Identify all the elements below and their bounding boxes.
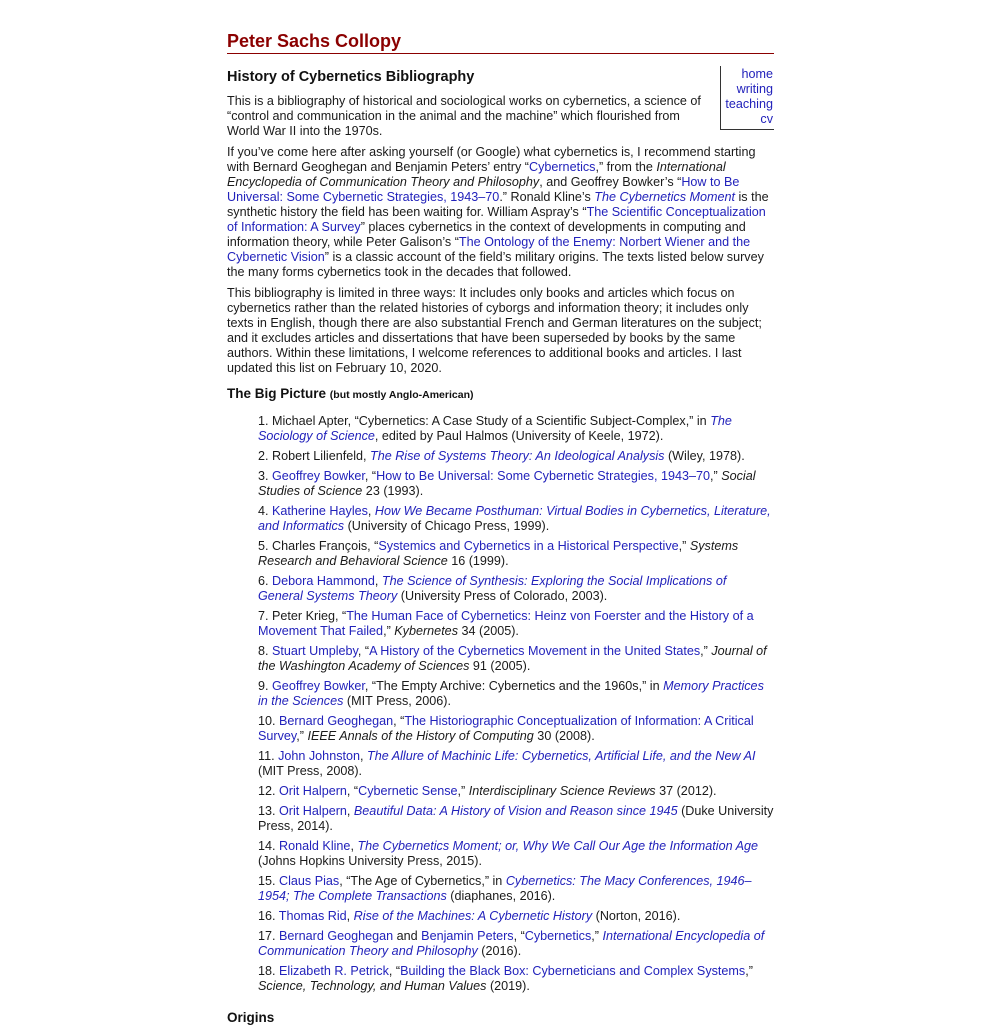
bibliography-link[interactable]: Building the Black Box: Cyberneticians and Complex Systems — [400, 964, 746, 978]
bibliography-entry — [258, 539, 774, 569]
citation-text: 2. Robert Lilienfeld, — [258, 449, 371, 463]
bibliography-link[interactable]: The Rise of Systems Theory: An Ideological Analysis — [370, 449, 665, 463]
publication-title: Science, Technology, and Human Values — [258, 979, 487, 993]
bibliography-entry — [258, 469, 774, 499]
link-ontology-of-the-enemy[interactable]: The Ontology of the Enemy: Norbert Wiener and the Cybernetic Vision — [227, 235, 751, 264]
citation-text: (2019). — [486, 979, 530, 993]
citation-text: ,” — [383, 624, 395, 638]
nav-writing-link[interactable]: writing — [736, 82, 773, 96]
bibliography-link[interactable]: Claus Pias — [279, 874, 340, 888]
link-cybernetics-moment[interactable]: The Cybernetics Moment — [594, 190, 735, 204]
section-heading-origins: Origins — [227, 1010, 275, 1025]
citation-text: 30 (2008). — [533, 729, 595, 743]
citation-text: , “ — [393, 714, 405, 728]
citation-text: ,” — [591, 929, 603, 943]
citation-text: (MIT Press, 2006). — [343, 694, 451, 708]
citation-text: ,” — [700, 644, 712, 658]
bibliography-link[interactable]: Thomas Rid — [278, 909, 347, 923]
citation-text: ,” — [296, 729, 308, 743]
publication-title: Kybernetes — [394, 624, 458, 638]
bibliography-entry — [258, 609, 774, 639]
bibliography-entry — [258, 909, 774, 924]
publication-title: Social Studies of Science — [258, 469, 756, 498]
citation-text: ,” — [678, 539, 690, 553]
link-how-to-be-universal[interactable]: How to Be Universal: Some Cybernetic Strategies, 1943–70 — [227, 175, 740, 204]
bibliography-link[interactable]: A History of the Cybernetics Movement in the United States — [369, 644, 701, 658]
bibliography-link[interactable]: Memory Practices in the Sciences — [258, 679, 764, 708]
citation-text: , — [367, 504, 375, 518]
citation-text: and — [393, 929, 422, 943]
bibliography-link[interactable]: Geoffrey Bowker — [272, 469, 365, 483]
nav-teaching-link[interactable]: teaching — [725, 97, 773, 111]
citation-text: 6. — [258, 574, 273, 588]
citation-text: 8. — [258, 644, 273, 658]
bibliography-link[interactable]: Bernard Geoghegan — [279, 929, 394, 943]
citation-text: 12. — [258, 784, 280, 798]
bibliography-entry — [258, 929, 774, 959]
bibliography-link[interactable]: Rise of the Machines: A Cybernetic History — [353, 909, 593, 923]
citation-text: , — [346, 909, 354, 923]
bibliography-list — [227, 414, 774, 994]
nav-cv-link[interactable]: cv — [760, 112, 773, 126]
bibliography-link[interactable]: Cybernetics — [524, 929, 592, 943]
citation-text: ,” — [710, 469, 722, 483]
bibliography-entry — [258, 714, 774, 744]
publication-title: Journal of the Washington Academy of Sciences — [258, 644, 767, 673]
citation-text: , “ — [364, 469, 377, 483]
citation-text: 9. — [258, 679, 273, 693]
bibliography-link[interactable]: Elizabeth R. Petrick — [279, 964, 389, 978]
bibliography-link[interactable]: The Allure of Machinic Life: Cybernetics, Artificial Life, and the New AI — [367, 749, 756, 763]
bibliography-link[interactable]: How to Be Universal: Some Cybernetic Strategies, 1943–70 — [376, 469, 711, 483]
citation-text: (2016). — [477, 944, 522, 958]
bibliography-link[interactable]: The Sociology of Science — [258, 414, 732, 443]
bibliography-entry — [258, 504, 774, 534]
page — [227, 31, 774, 1036]
bibliography-entry — [258, 784, 774, 799]
citation-text: ,” — [745, 964, 753, 978]
bibliography-entry — [258, 644, 774, 674]
citation-text: 15. — [258, 874, 280, 888]
citation-text: (MIT Press, 2008). — [258, 764, 363, 778]
citation-text: (Duke University Press, 2014). — [258, 804, 774, 833]
bibliography-link[interactable]: Beautiful Data: A History of Vision and Reason since 1945 — [353, 804, 678, 818]
citation-text: , “ — [346, 784, 359, 798]
citation-text: , “The Age of Cybernetics,” in — [339, 874, 506, 888]
bibliography-link[interactable]: Systemics and Cybernetics in a Historical Perspective — [378, 539, 679, 553]
bibliography-link[interactable]: The Cybernetics Moment; or, Why We Call Our Age the Information Age — [357, 839, 759, 853]
bibliography-entry — [258, 679, 774, 709]
bibliography-link[interactable]: International Encyclopedia of Communication Theory and Philosophy — [258, 929, 765, 958]
link-cybernetics-entry[interactable]: Cybernetics — [528, 160, 596, 174]
citation-text: 34 (2005). — [458, 624, 519, 638]
page-title: History of Cybernetics Bibliography — [227, 69, 475, 85]
link-scientific-conceptualization[interactable]: The Scientific Conceptualization of Information: A Survey — [227, 205, 766, 234]
bibliography-link[interactable]: John Johnston — [278, 749, 360, 763]
citation-text: 16 (1999). — [447, 554, 509, 568]
citation-text: , “The Empty Archive: Cybernetics and the 1960s,” in — [364, 679, 664, 693]
bibliography-entry — [258, 449, 774, 464]
bibliography-link[interactable]: Ronald Kline — [279, 839, 351, 853]
site-title[interactable]: Peter Sachs Collopy — [227, 31, 774, 54]
citation-text: , — [346, 804, 354, 818]
bibliography-link[interactable]: The Historiographic Conceptualization of Information: A Critical Survey — [258, 714, 754, 743]
citation-text: , — [374, 574, 382, 588]
bibliography-entry — [258, 414, 774, 444]
bibliography-entry — [258, 574, 774, 604]
publication-title: IEEE Annals of the History of Computing — [307, 729, 534, 743]
bibliography-link[interactable]: Benjamin Peters — [421, 929, 514, 943]
citation-text: ,” — [457, 784, 469, 798]
citation-text: (Johns Hopkins University Press, 2015). — [258, 854, 482, 868]
bibliography-link[interactable]: Orit Halpern — [279, 804, 347, 818]
citation-text: (diaphanes, 2016). — [446, 889, 556, 903]
citation-text: 13. — [258, 804, 280, 818]
bibliography-link[interactable]: Bernard Geoghegan — [279, 714, 394, 728]
citation-text: 11. — [258, 749, 279, 763]
citation-text: 37 (2012). — [655, 784, 717, 798]
citation-text: , “ — [513, 929, 525, 943]
bibliography-link[interactable]: Geoffrey Bowker — [272, 679, 365, 693]
bibliography-link[interactable]: Orit Halpern — [279, 784, 347, 798]
bibliography-link[interactable]: Cybernetic Sense — [358, 784, 458, 798]
bibliography-entry — [258, 964, 774, 994]
bibliography-link[interactable]: Debora Hammond — [272, 574, 375, 588]
citation-text: , “ — [357, 644, 370, 658]
bibliography-link[interactable]: The Science of Synthesis: Exploring the Social Implications of General Systems Theory — [258, 574, 727, 603]
citation-text: (University Press of Colorado, 2003). — [397, 589, 608, 603]
bibliography-entry — [258, 804, 774, 834]
citation-text: 7. Peter Krieg, “ — [258, 609, 347, 623]
publication-title: Interdisciplinary Science Reviews — [468, 784, 656, 798]
citation-text: (Norton, 2016). — [592, 909, 681, 923]
nav-menu — [720, 66, 774, 130]
citation-text: 16. — [258, 909, 279, 923]
nav-home-link[interactable]: home — [741, 67, 773, 81]
citation-text: 4. — [258, 504, 273, 518]
citation-text: 3. — [258, 469, 273, 483]
bibliography-link[interactable]: Katherine Hayles — [272, 504, 368, 518]
citation-text: 1. Michael Apter, “Cybernetics: A Case Study of a Scientific Subject-Complex,” in — [258, 414, 711, 428]
intro-paragraph: This is a bibliography of historical and sociological works on cybernetics, a science of “control and communication in the animal and the machine” which flourished from World War II into the 1970s. — [227, 94, 701, 138]
scope-paragraph: This bibliography is limited in three ways: It includes only books and articles which focus on cybernetics rather than the related histories of cyborgs and information theory; it includes only texts in English, though there are also substantial French and German literatures on the subject; and it excludes articles and dissertations that have been superseded by books by the same authors. Within these limitations, I welcome references to additional books and articles. I last updated this list on February 10, 2020. — [227, 286, 762, 375]
citation-text: , “ — [388, 964, 401, 978]
citation-text: , — [360, 749, 367, 763]
bibliography-entry — [258, 874, 774, 904]
publication-title: Systems Research and Behavioral Science — [258, 539, 739, 568]
citation-text: 10. — [258, 714, 280, 728]
bibliography-link[interactable]: How We Became Posthuman: Virtual Bodies in Cybernetics, Literature, and Informatics — [258, 504, 771, 533]
bibliography-link[interactable]: Stuart Umpleby — [272, 644, 358, 658]
bibliography-entry — [258, 749, 774, 779]
citation-text: 5. Charles François, “ — [258, 539, 379, 553]
citation-text: 17. — [258, 929, 280, 943]
citation-text: 18. — [258, 964, 280, 978]
citation-text: , — [350, 839, 358, 853]
citation-text: (Wiley, 1978). — [664, 449, 745, 463]
bibliography-link[interactable]: Cybernetics: The Macy Conferences, 1946–1954; The Complete Transactions — [258, 874, 752, 903]
citation-text: 23 (1993). — [362, 484, 424, 498]
citation-text: 91 (2005). — [469, 659, 531, 673]
reading-recommendations-paragraph: If you’ve come here after asking yourself (or Google) what cybernetics is, I recommend starting with Bernard Geoghegan and Benjamin Peters’ entry “Cybernetics,” from the International Encyclopedia of Communication Theory and Philosophy, and Geoffrey Bowker’s “How to Be Universal: Some Cybernetic Strategies, 1943–70.” Ronald Kline’s The Cybernetics Moment is the synthetic history the field has been waiting for. William Aspray’s “The Scientific Conceptualization of Information: A Survey” places cybernetics in the context of developments in computing and information theory, while Peter Galison’s “The Ontology of the Enemy: Norbert Wiener and the Cybernetic Vision” is a classic account of the field’s military origins. The texts listed below survey the many forms cybernetics took in the decades that followed. — [227, 145, 769, 279]
citation-text: 14. — [258, 839, 280, 853]
section-heading-big-picture: The Big Picture (but mostly Anglo-American) — [227, 386, 474, 401]
bibliography-link[interactable]: The Human Face of Cybernetics: Heinz von Foerster and the History of a Movement That Failed — [258, 609, 754, 638]
citation-text: (University of Chicago Press, 1999). — [344, 519, 550, 533]
bibliography-entry — [258, 839, 774, 869]
citation-text: , edited by Paul Halmos (University of Keele, 1972). — [374, 429, 664, 443]
